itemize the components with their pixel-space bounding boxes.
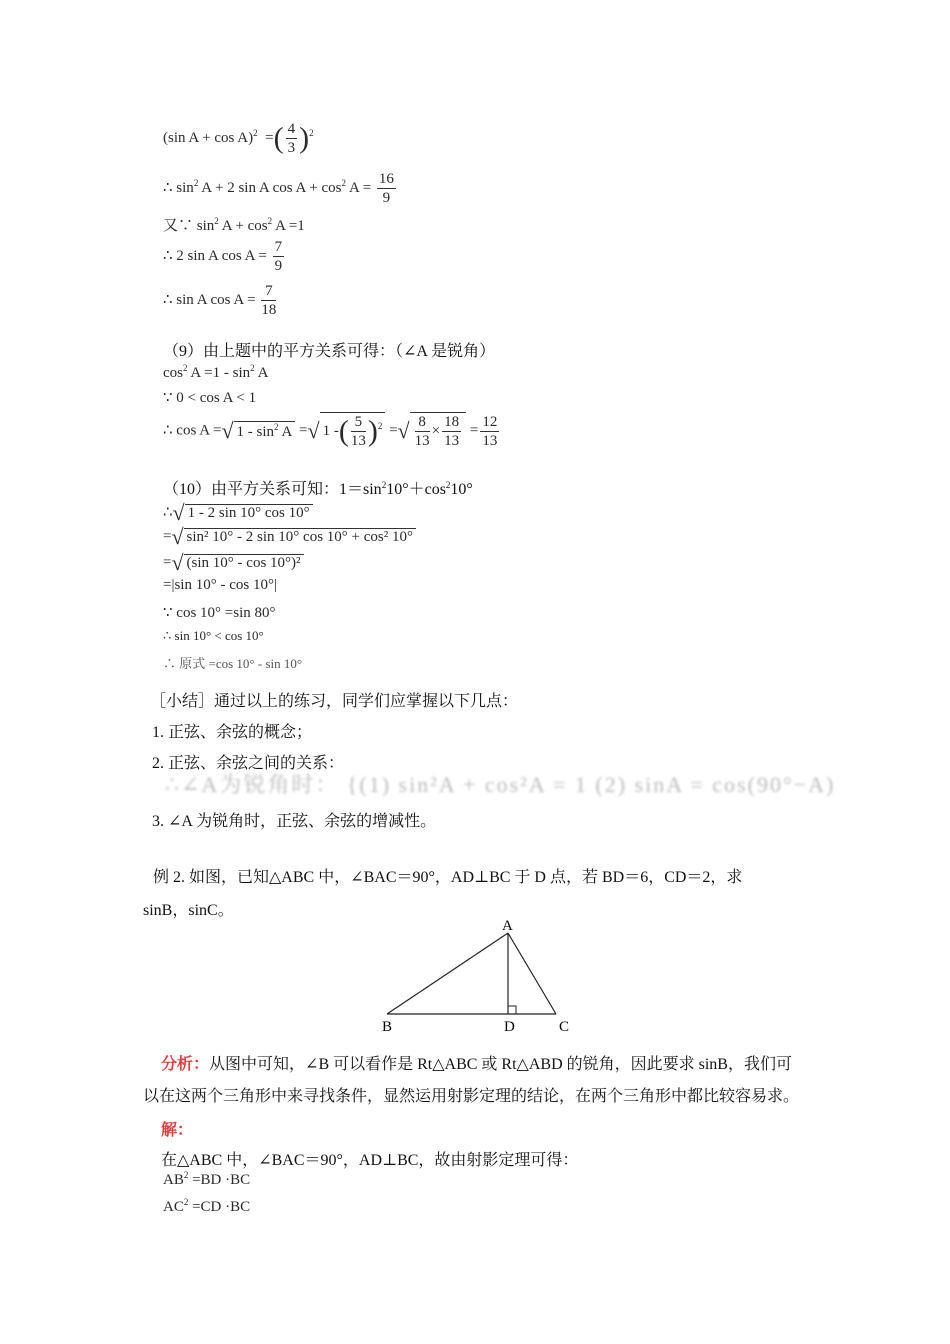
section-9-heading: （9）由上题中的平方关系可得：（∠A 是锐角） [163, 343, 496, 360]
section-10-line-4: =|sin 10° - cos 10°| [163, 577, 277, 593]
triangle-figure [370, 915, 590, 1040]
summary-item-2-formula: ∴∠A为锐角时： {(1) sin²A + cos²A = 1 (2) sinA = cos(90°−A) [165, 772, 836, 797]
summary-item-3: 3. ∠A 为锐角时，正弦、余弦的增减性。 [152, 813, 437, 830]
vertex-label-b: B [382, 1019, 393, 1035]
analysis-line-2: 以在这两个三角形中来寻找条件，显然运用射影定理的结论，在两个三角形中都比较容易求。 [143, 1088, 800, 1105]
section-10-line-5: ∵ cos 10° =sin 80° [163, 605, 276, 621]
example-2-line-2: sinB，sinC。 [143, 902, 234, 919]
eq-line-3: 又∵ $\sin^2 A + \cos^2 A =1$ [163, 216, 305, 234]
fraction-7-9: $\frac{7}{9}$ [274, 239, 283, 274]
summary-item-2: 2. 正弦、余弦之间的关系： [152, 755, 345, 772]
section-10-line-1: ∴√ 1 - 2 sin 10° cos 10° [163, 500, 313, 526]
section-10-heading: （10）由平方关系可知：$1=\sin^210^\circ+\cos^210^\circ$ [163, 480, 473, 498]
eq1-left: (sin A + cos A) [163, 129, 254, 146]
solution-line-3: $AC^2 =CD \cdot BC$ [163, 1197, 251, 1215]
section-9-line-1: $\cos^2 A =1 - \sin^2 A$ [163, 363, 269, 381]
section-9-line-3: ∴ cos A =√ $1 - \sin^2 A$ =√ 1 -( $\frac{5}{13}$ )$^2$ =√ $\frac{8}{13}$ × $\frac{18}{13}$ = $\frac{12}{13}$ [163, 413, 498, 449]
solution-label: 解： [161, 1122, 194, 1139]
fraction-4-3: $\frac{4}{3}$ [287, 121, 296, 156]
eq-line-1: (sin A + cos A)$^2$ =( $\frac{4}{3}$ )$^2$ [163, 121, 314, 156]
vertex-label-d: D [504, 1019, 515, 1035]
section-10-line-7: ∴ 原式 =cos 10° - sin 10° [163, 656, 303, 671]
fraction-12-13: $\frac{12}{13}$ [482, 413, 498, 449]
section-9-line-2: ∵ 0 < cos A < 1 [163, 390, 257, 406]
eq-line-2: ∴ $\sin^2 A + 2$ sin A $\cos A + \cos^2 A$ = $\frac{16}{9}$ [163, 171, 394, 206]
fraction-7-18: $\frac{7}{18}$ [261, 283, 277, 318]
eq-line-5: ∴ sin A cos A = $\frac{7}{18}$ [163, 283, 277, 318]
eq-line-4: ∴ 2 sin A cos A = $\frac{7}{9}$ [163, 239, 283, 274]
section-10-line-2: =√ sin² 10° - 2 sin 10° cos 10° + cos² 10° [163, 524, 416, 550]
analysis-label: 分析 [161, 1056, 194, 1073]
example-2-line-1: 例 2. 如图，已知△ABC 中，∠BAC＝90°，AD⊥BC 于 D 点，若 BD＝6，CD＝2，求 [153, 869, 743, 886]
vertex-label-c: C [559, 1019, 570, 1035]
summary-item-1: 1. 正弦、余弦的概念； [152, 724, 313, 741]
solution-line-2: $AB^2 =BD \cdot BC$ [163, 1170, 251, 1188]
section-10-line-3: =√ (sin 10° - cos 10°)² [163, 550, 304, 576]
vertex-label-a: A [502, 918, 513, 934]
analysis-line-1: 分析：从图中可知，∠B 可以看作是 Rt△ABC 或 Rt△ABD 的锐角，因此要求 sinB，我们可 [161, 1056, 792, 1073]
section-10-line-6: ∴ sin 10° < cos 10° [163, 628, 264, 643]
fraction-16-9: $\frac{16}{9}$ [378, 171, 394, 206]
summary-title: ［小结］通过以上的练习，同学们应掌握以下几点： [150, 693, 519, 710]
solution-line-1: 在△ABC 中，∠BAC＝90°，AD⊥BC，故由射影定理可得： [161, 1152, 579, 1169]
